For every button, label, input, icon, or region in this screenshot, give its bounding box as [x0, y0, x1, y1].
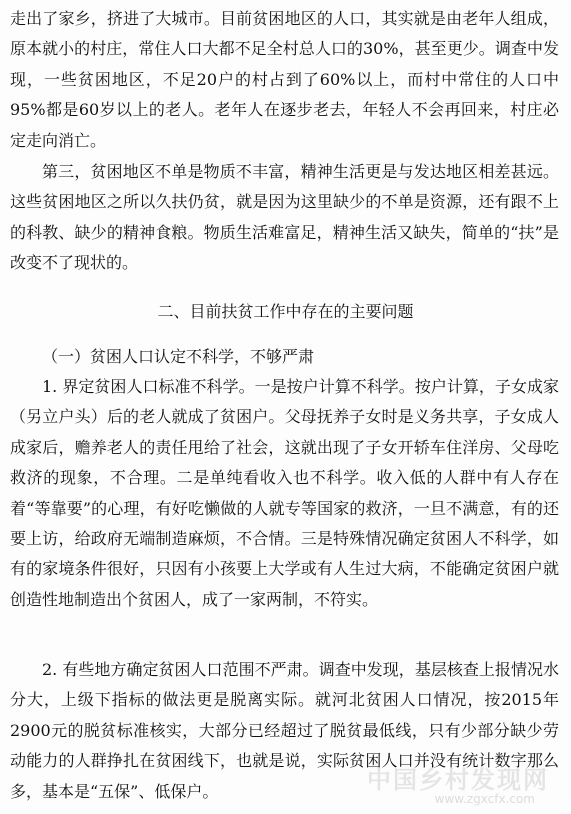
section-heading: 二、目前扶贫工作中存在的主要问题 [157, 302, 414, 321]
site-watermark-url: www.zgxcfx.com [434, 792, 535, 806]
paragraph-text: 走出了家乡，挤进了大城市。目前贫困地区的人口，其实就是由老年人组成，原本就小的村庄，常住人口大都不足全村总人口的30%，甚至更少。调查中发现，一些贫困地区，不足20户的村占到了60%以上，而村中常住的人口中95%都是60岁以上的老人。老年人在逐步老去，年轻人不会再回来，村庄必定走向消亡。 [10, 9, 559, 150]
paragraph-spiritual-life [10, 157, 559, 279]
paragraph-text: 第三，贫困地区不单是物质不丰富，精神生活更是与发达地区相差甚远。这些贫困地区之所以久扶仍贫，就是因为这里缺少的不单是资源，还有跟不上的科教、缺少的精神食粮。物质生活难富足，精神生活又缺失，简单的“扶”是改变不了现状的。 [10, 162, 559, 273]
paragraph-standard-unscientific [10, 372, 559, 615]
paragraph-text: 1. 界定贫困人口标准不科学。一是按户计算不科学。按户计算，子女成家（另立户头）后的老人就成了贫困户。父母抚养子女时是义务共享，子女成人成家后，赡养老人的责任甩给了社会，这就出现了子女开轿车住洋房、父母吃救济的现象，不合理。二是单纯看收入也不科学。收入低的人群中有人存在着“等靠要”的心理，有好吃懒做的人就专等国家的救济，一旦不满意，有的还要上访，给政府无端制造麻烦，不合情。三是特殊情况确定贫困人不科学，如有的家境条件很好，只因有小孩要上大学或有人生过大病，不能确定贫困户就创造性地制造出个贫困人，成了一家两制，不符实。 [10, 377, 559, 609]
site-watermark: 中国乡村发现网 [367, 766, 549, 794]
paragraph-text: 2. 有些地方确定贫困人口范围不严肃。调查中发现，基层核查上报情况水分大，上级下指标的做法更是脱离实际。就河北贫困人口情况，按2015年2900元的脱贫标准核实，大部分已经超过了脱贫最低线，只有少部分缺少劳动能力的人群挣扎在贫困线下，也就是说，实际贫困人口并没有统计数字那么多，基本是“五保”、低保户。 [10, 660, 559, 801]
sub-heading: （一）贫困人口认定不科学，不够严肃 [42, 347, 315, 366]
paragraph-rural-population [10, 4, 559, 156]
